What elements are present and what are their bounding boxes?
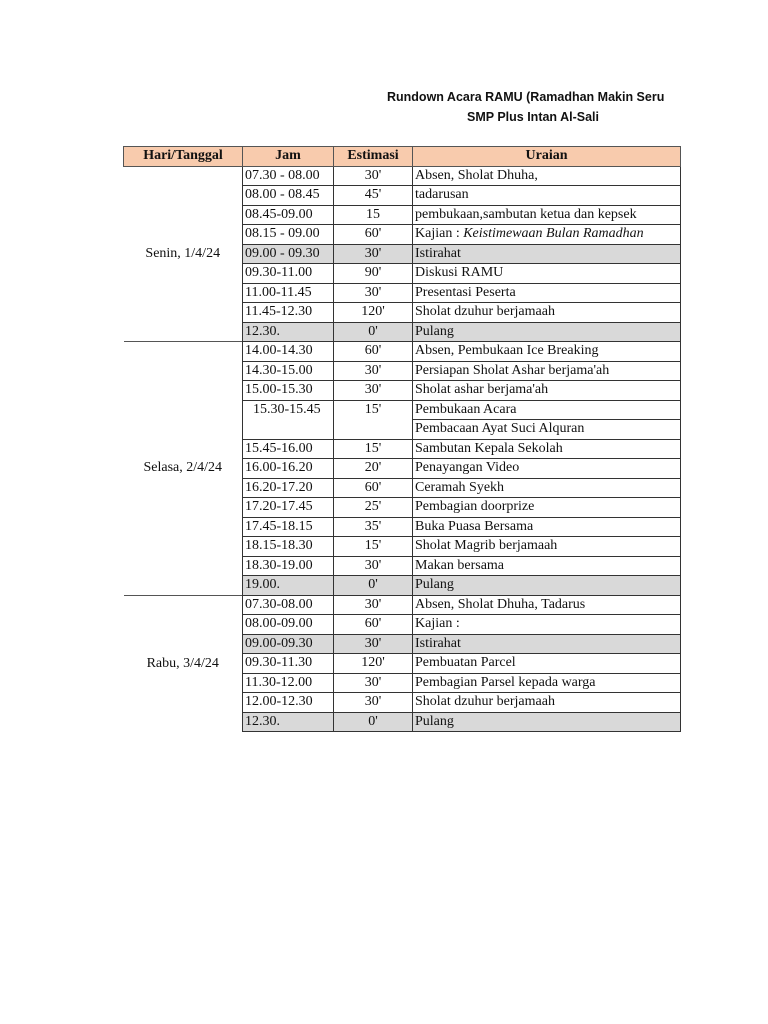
estimate-cell: 120' [334, 654, 413, 674]
day-date-cell: Selasa, 2/4/24 [124, 342, 243, 596]
estimate-cell: 15' [334, 400, 413, 420]
description-text: Presentasi Peserta [415, 284, 516, 300]
estimate-cell: 30' [334, 595, 413, 615]
description-cell [413, 244, 681, 264]
day-date-cell: Rabu, 3/4/24 [124, 595, 243, 732]
time-cell: 07.30 - 08.00 [243, 166, 334, 186]
description-cell [413, 576, 681, 596]
header-estimasi: Estimasi [334, 147, 413, 167]
description-cell [413, 693, 681, 713]
estimate-cell: 30' [334, 634, 413, 654]
description-text: Makan bersama [415, 557, 505, 573]
description-cell [413, 712, 681, 732]
estimate-cell: 0' [334, 322, 413, 342]
description-cell [413, 400, 681, 420]
description-cell [413, 439, 681, 459]
time-cell: 15.30-15.45 [243, 400, 334, 420]
table-row [124, 342, 681, 362]
time-cell: 09.30-11.00 [243, 264, 334, 284]
description-topic: Keistimewaan Bulan Ramadhan [463, 226, 644, 242]
description-cell [413, 517, 681, 537]
time-cell: 11.00-11.45 [243, 283, 334, 303]
document-subtitle: SMP Plus Intan Al-Sali [467, 110, 599, 124]
header-jam: Jam [243, 147, 334, 167]
document-title: Rundown Acara RAMU (Ramadhan Makin Seru [387, 90, 665, 104]
description-text: Kajian : [415, 616, 460, 632]
time-cell [243, 420, 334, 440]
estimate-cell: 15 [334, 205, 413, 225]
estimate-cell: 25' [334, 498, 413, 518]
estimate-cell: 120' [334, 303, 413, 323]
description-cell [413, 283, 681, 303]
description-text: Absen, Pembukaan Ice Breaking [415, 343, 599, 359]
description-cell [413, 361, 681, 381]
description-text: Persiapan Sholat Ashar berjama'ah [415, 362, 610, 378]
description-cell [413, 381, 681, 401]
description-text: Pulang [415, 323, 454, 339]
description-cell [413, 225, 681, 245]
time-cell: 08.00 - 08.45 [243, 186, 334, 206]
estimate-cell: 30' [334, 381, 413, 401]
estimate-cell: 30' [334, 693, 413, 713]
header-uraian: Uraian [413, 147, 681, 167]
description-text: Kajian : [415, 226, 464, 242]
estimate-cell: 30' [334, 283, 413, 303]
time-cell: 09.00-09.30 [243, 634, 334, 654]
description-cell [413, 537, 681, 557]
estimate-cell: 30' [334, 673, 413, 693]
time-cell: 12.30. [243, 712, 334, 732]
description-text: Penayangan Video [415, 460, 520, 476]
time-cell: 09.30-11.30 [243, 654, 334, 674]
description-text: Pulang [415, 713, 454, 729]
estimate-cell: 60' [334, 342, 413, 362]
description-cell [413, 342, 681, 362]
description-text: Ceramah Syekh [415, 479, 505, 495]
time-cell: 11.45-12.30 [243, 303, 334, 323]
time-cell: 18.30-19.00 [243, 556, 334, 576]
time-cell: 16.00-16.20 [243, 459, 334, 479]
time-cell: 12.00-12.30 [243, 693, 334, 713]
time-cell: 14.30-15.00 [243, 361, 334, 381]
estimate-cell: 0' [334, 576, 413, 596]
estimate-cell: 90' [334, 264, 413, 284]
estimate-cell [334, 420, 413, 440]
time-cell: 08.00-09.00 [243, 615, 334, 635]
time-cell: 16.20-17.20 [243, 478, 334, 498]
header-day: Hari/Tanggal [124, 147, 243, 167]
estimate-cell: 60' [334, 615, 413, 635]
description-text: Diskusi RAMU [415, 265, 504, 281]
description-cell [413, 478, 681, 498]
description-text: pembukaan,sambutan ketua dan kepsek [415, 206, 637, 222]
description-text: Pembagian Parsel kepada warga [415, 674, 596, 690]
description-cell [413, 556, 681, 576]
description-text: Absen, Sholat Dhuha, Tadarus [415, 596, 586, 612]
time-cell: 17.45-18.15 [243, 517, 334, 537]
estimate-cell: 45' [334, 186, 413, 206]
time-cell: 11.30-12.00 [243, 673, 334, 693]
estimate-cell: 30' [334, 166, 413, 186]
estimate-cell: 60' [334, 478, 413, 498]
time-cell: 15.45-16.00 [243, 439, 334, 459]
description-cell [413, 303, 681, 323]
description-text: Pulang [415, 577, 454, 593]
description-text: tadarusan [415, 187, 469, 203]
description-text: Absen, Sholat Dhuha, [415, 167, 538, 183]
description-text: Istirahat [415, 635, 461, 651]
description-text: Sholat Magrib berjamaah [415, 538, 558, 554]
description-text: Pembagian doorprize [415, 499, 535, 515]
description-cell [413, 420, 681, 440]
description-cell [413, 459, 681, 479]
estimate-cell: 30' [334, 244, 413, 264]
description-cell [413, 166, 681, 186]
description-text: Sambutan Kepala Sekolah [415, 440, 563, 456]
estimate-cell: 35' [334, 517, 413, 537]
description-cell [413, 615, 681, 635]
description-cell [413, 673, 681, 693]
description-text: Pembacaan Ayat Suci Alquran [415, 421, 585, 437]
estimate-cell: 30' [334, 361, 413, 381]
time-cell: 14.00-14.30 [243, 342, 334, 362]
estimate-cell: 20' [334, 459, 413, 479]
description-cell [413, 264, 681, 284]
table-header-row [124, 147, 681, 167]
description-cell [413, 498, 681, 518]
time-cell: 08.15 - 09.00 [243, 225, 334, 245]
description-text: Pembukaan Acara [415, 401, 517, 417]
table-row [124, 595, 681, 615]
time-cell: 09.00 - 09.30 [243, 244, 334, 264]
time-cell: 07.30-08.00 [243, 595, 334, 615]
day-date-cell: Senin, 1/4/24 [124, 166, 243, 342]
time-cell: 17.20-17.45 [243, 498, 334, 518]
description-text: Istirahat [415, 245, 461, 261]
rundown-table [123, 146, 681, 732]
description-cell [413, 322, 681, 342]
time-cell: 08.45-09.00 [243, 205, 334, 225]
estimate-cell: 60' [334, 225, 413, 245]
time-cell: 18.15-18.30 [243, 537, 334, 557]
estimate-cell: 15' [334, 439, 413, 459]
time-cell: 15.00-15.30 [243, 381, 334, 401]
description-cell [413, 634, 681, 654]
estimate-cell: 30' [334, 556, 413, 576]
table-row [124, 166, 681, 186]
description-text: Sholat dzuhur berjamaah [415, 304, 555, 320]
description-text: Sholat dzuhur berjamaah [415, 694, 555, 710]
table-body [124, 166, 681, 732]
description-text: Sholat ashar berjama'ah [415, 382, 549, 398]
description-cell [413, 205, 681, 225]
description-cell [413, 186, 681, 206]
description-text: Pembuatan Parcel [415, 655, 516, 671]
description-cell [413, 654, 681, 674]
time-cell: 19.00. [243, 576, 334, 596]
estimate-cell: 0' [334, 712, 413, 732]
time-cell: 12.30. [243, 322, 334, 342]
description-text: Buka Puasa Bersama [415, 518, 534, 534]
description-cell [413, 595, 681, 615]
estimate-cell: 15' [334, 537, 413, 557]
